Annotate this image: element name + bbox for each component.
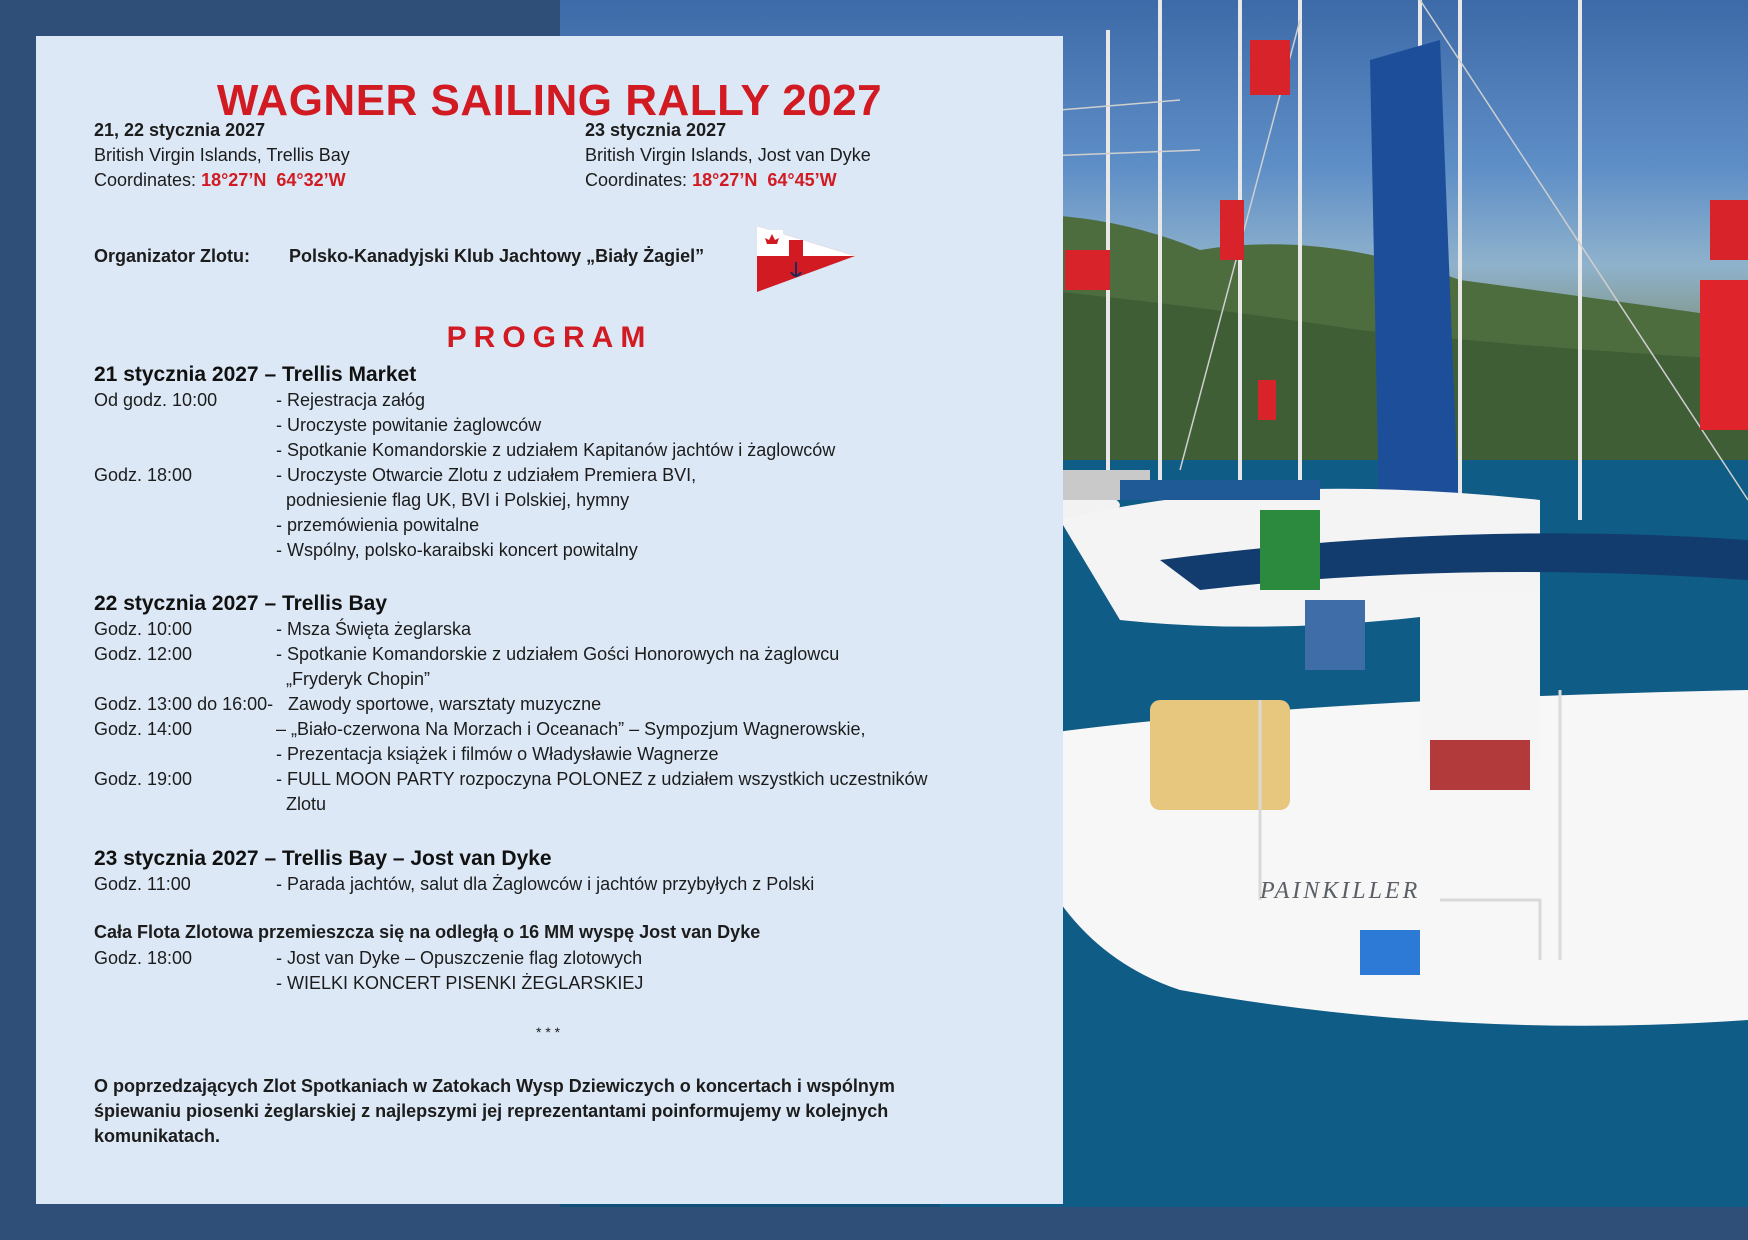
boat-name-label: PAINKILLER [1260, 878, 1421, 904]
club-pennant-icon [757, 226, 855, 292]
schedule-time: Godz. 18:00 [94, 465, 193, 485]
venue-1-dates: 21, 22 stycznia 2027 [94, 120, 266, 140]
latitude: 18°27’N [201, 170, 267, 190]
schedule-item: Zlotu [286, 794, 327, 814]
schedule-item: - Rejestracja załóg [276, 390, 426, 410]
schedule-item: - Prezentacja książek i filmów o Władysławie Wagnerze [276, 744, 719, 764]
schedule-time: Godz. 12:00 [94, 644, 193, 664]
organizer-label: Organizator Zlotu: [94, 246, 250, 266]
schedule-item: podniesienie flag UK, BVI i Polskiej, hymny [286, 490, 630, 510]
venue-1-place: British Virgin Islands, Trellis Bay [94, 145, 350, 165]
schedule-item: - Jost van Dyke – Opuszczenie flag zlotowych [276, 948, 643, 968]
schedule-item: Zawody sportowe, warsztaty muzyczne [288, 694, 602, 714]
separator: * * * [536, 1024, 561, 1040]
venue-1-coordinates [94, 170, 346, 191]
fleet-note: Cała Flota Zlotowa przemieszcza się na odległą o 16 MM wyspę Jost van Dyke [94, 922, 761, 942]
closing-line-3: komunikatach. [94, 1126, 221, 1146]
organizer-value: Polsko-Kanadyjski Klub Jachtowy „Biały Żagiel” [289, 246, 705, 266]
longitude: 64°32’W [276, 170, 346, 190]
latitude: 18°27’N [692, 170, 758, 190]
schedule-item: - Parada jachtów, salut dla Żaglowców i jachtów przybyłych z Polski [276, 874, 815, 894]
program-heading: PROGRAM [446, 321, 653, 354]
schedule-item: - WIELKI KONCERT PISENKI ŻEGLARSKIEJ [276, 973, 644, 993]
page-title: WAGNER SAILING RALLY 2027 [216, 76, 883, 125]
venue-2-coordinates [585, 170, 837, 191]
day-1-heading: 21 stycznia 2027 – Trellis Market [94, 363, 417, 386]
schedule-time: Godz. 11:00 [94, 874, 191, 894]
schedule-item: - FULL MOON PARTY rozpoczyna POLONEZ z udziałem wszystkich uczestników [276, 769, 928, 789]
schedule-item: - Wspólny, polsko-karaibski koncert powitalny [276, 540, 638, 560]
rally-announcement-panel [36, 36, 1063, 1204]
schedule-item: - Spotkanie Komandorskie z udziałem Kapitanów jachtów i żaglowców [276, 440, 836, 460]
closing-line-1: O poprzedzających Zlot Spotkaniach w Zatokach Wysp Dziewiczych o koncertach i wspólnym [94, 1076, 895, 1096]
day-3-heading: 23 stycznia 2027 – Trellis Bay – Jost van Dyke [94, 847, 552, 870]
schedule-item: - przemówienia powitalne [276, 515, 480, 535]
schedule-time: Godz. 14:00 [94, 719, 193, 739]
schedule-item: - Uroczyste Otwarcie Zlotu z udziałem Premiera BVI, [276, 465, 697, 485]
coord-label: Coordinates: [94, 170, 197, 190]
schedule-time: Godz. 10:00 [94, 619, 193, 639]
schedule-item: - Spotkanie Komandorskie z udziałem Gości Honorowych na żaglowcu [276, 644, 840, 664]
venue-2-dates: 23 stycznia 2027 [585, 120, 727, 140]
schedule-item: „Fryderyk Chopin” [286, 669, 431, 689]
day-2-heading: 22 stycznia 2027 – Trellis Bay [94, 592, 388, 615]
coord-label: Coordinates: [585, 170, 688, 190]
schedule-time: Od godz. 10:00 [94, 390, 218, 410]
longitude: 64°45’W [767, 170, 837, 190]
closing-line-2: śpiewaniu piosenki żeglarskiej z najlepszymi jej reprezentantami poinformujemy w kolejnych [94, 1101, 889, 1121]
schedule-time: Godz. 19:00 [94, 769, 193, 789]
schedule-time: Godz. 18:00 [94, 948, 193, 968]
venue-2-place: British Virgin Islands, Jost van Dyke [585, 145, 871, 165]
schedule-item: – „Biało-czerwona Na Morzach i Oceanach” – Sympozjum Wagnerowskie, [276, 719, 866, 739]
schedule-item: - Msza Święta żeglarska [276, 619, 472, 639]
schedule-item: - Uroczyste powitanie żaglowców [276, 415, 542, 435]
schedule-time: Godz. 13:00 do 16:00- [94, 694, 274, 714]
